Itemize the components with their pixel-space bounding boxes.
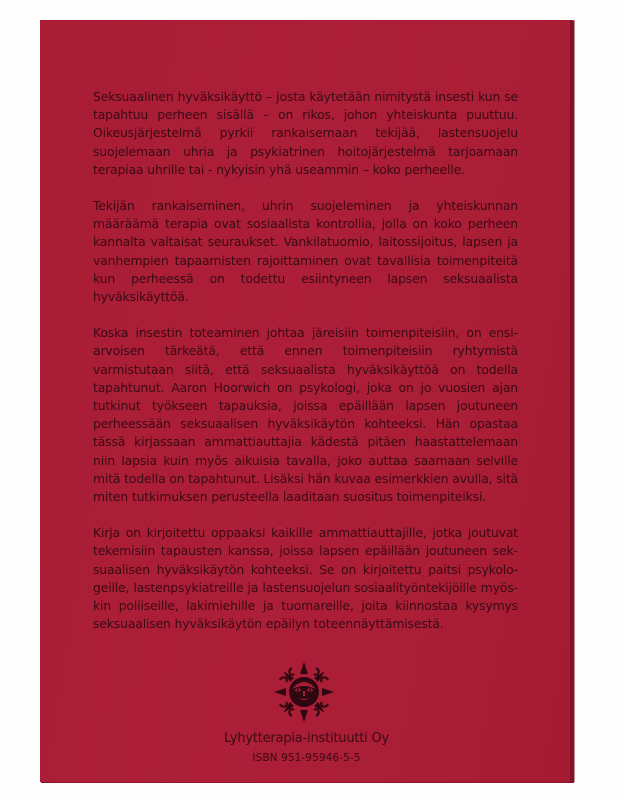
isbn-number: ISBN 951-95946-5-5 (252, 752, 361, 764)
blurb-paragraph-2: Tekijän rankaiseminen, uhrin suojeleminen ja yhteiskunnan määräämä terapia ovat sosiaalista kontrollia, jolla on koko perheen kannalta valtaisat seuraukset. Vankilatuomio, laitossijoitus, lapsen ja vanhempien tapaamisten rajoittaminen ovat tavallisia toimenpiteitä kun perheessä on todettu esiintyneen lapsen seksuaalista hyväksikäyttöä. (93, 198, 518, 305)
book-back-cover (40, 20, 573, 782)
blurb-paragraph-1: Seksuaalinen hyväksikäyttö – josta käytetään nimitystä insesti kun se tapahtuu perheen sisällä – on rikos, johon yhteiskunta puuttuu. Oikeusjärjestelmä pyrkii rankaisemaan tekijää, lastensuojelu suojelemaan uhria ja psykiatrinen hoitojärjestelmä tarjoamaan terapiaa uhrille tai - nykyisin yhä useammin – koko perheelle. (93, 89, 518, 177)
blurb-paragraph-3: Koska insestin toteaminen johtaa järeisiin toimenpiteisiin, on ensiarvoisen tärkeätä, että ennen toimenpiteisiin ryhtymistä varmistutaan siitä, että seksuaalista hyväksikäyttöä on todella tapahtunut. Aaron Hoorwich on psykologi, joka on jo vuosien ajan tutkinut työkseen tapauksia, joissa epäillään lapsen joutuneen perheessään seksuaalisen hyväksikäytön kohteeksi. Hän opastaa tässä kirjassaan ammattiauttajia kädestä pitäen haastattelemaan niin lapsia kuin myös aikuisia tavalla, joko auttaa saamaan selville mitä todella on tapahtunut. Lisäksi hän kuvaa esimerkkien avulla, sitä miten tutkimuksen perusteella laaditaan suositus toimenpiteiksi. (93, 325, 518, 505)
sun-face-icon (272, 660, 336, 724)
back-cover-blurb (93, 88, 518, 651)
publisher-name: Lyhytterapia-instituutti Oy (223, 731, 390, 746)
blurb-paragraph-4: Kirja on kirjoitettu oppaaksi kaikille ammattiauttajille, jotka joutuvat tekemisiin tapausten kanssa, joissa lapsen epäillään joutuneen seksuaalisen hyväksikäytön kohteeksi. Se on kirjoitettu paitsi psykologeille, lastenpsykiatreille ja lastensuojelun sosiaalityöntekijöille myöskin poliiseille, lakimiehille ja tuomareille, joita kiinnostaa kysymys seksuaalisen hyväksikäytön epäilyn toteennäyttämisestä. (93, 525, 518, 632)
